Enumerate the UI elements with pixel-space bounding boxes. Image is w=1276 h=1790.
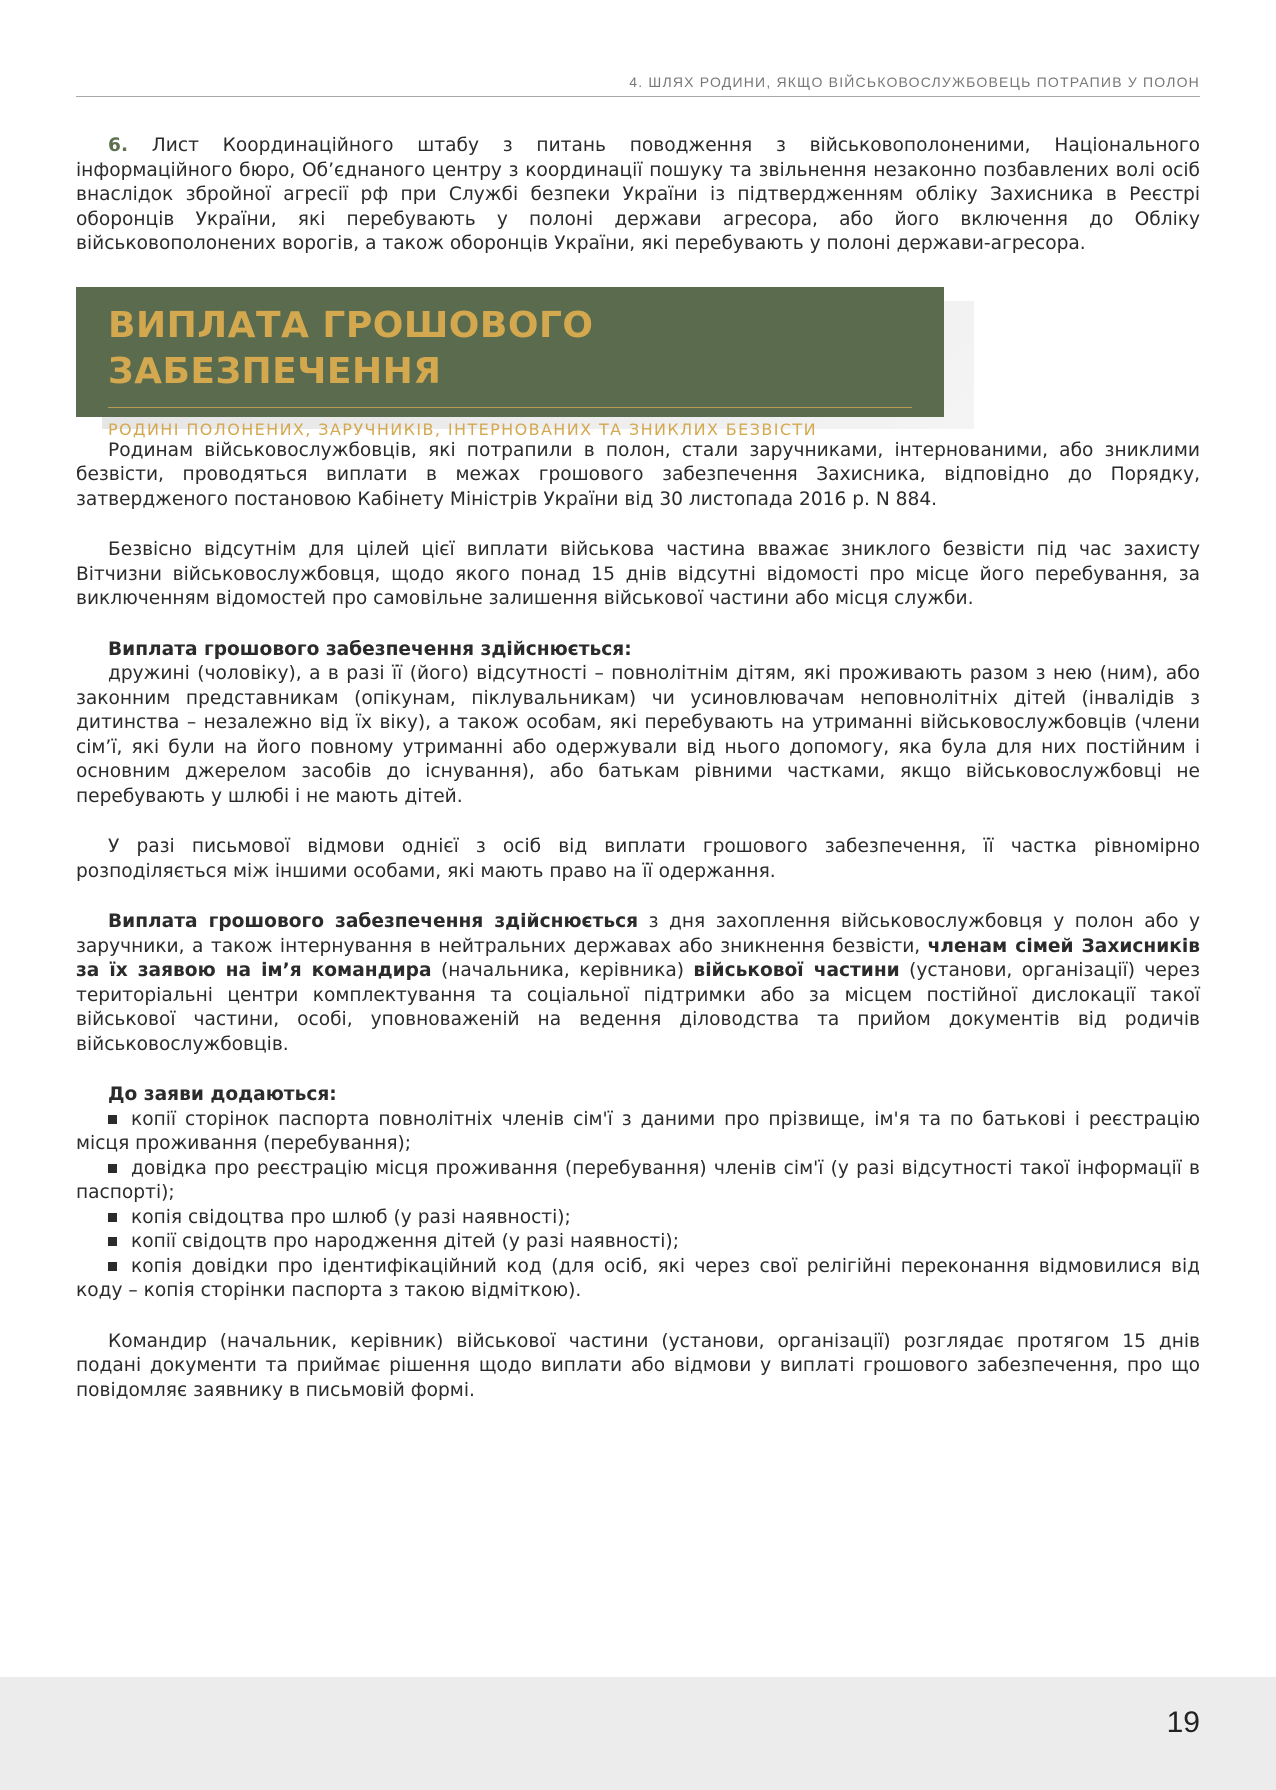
- list-item: копія довідки про ідентифікаційний код (для осіб, які через свої релігійні переконання відмовилися від коду – копія сторінки паспорта з такою відміткою).: [76, 1255, 1200, 1304]
- paragraph-eligibility: Родинам військовослужбовців, які потрапили в полон, стали заручниками, інтернованими, або зниклими безвісти, проводяться виплати в межах грошового забезпечення Захисника, відповідно до Порядку, затвердженого постановою Кабінету Міністрів України від 30 листопада 2016 р. N 884.: [76, 439, 1200, 510]
- intro-item-text: Лист Координаційного штабу з питань поводження з військовополоненими, Національного інформаційного бюро, Об’єднаного центру з координації пошуку та звільнення незаконно позбавлених волі осіб внаслідок збройної агресії рф при Службі безпеки України із підтвердженням обліку Захисника в Реєстрі оборонців України, які перебувають у полоні держави агресора, або його включення до Обліку військовополонених ворогів, а також оборонців України, які перебувають у полоні держави-агресора.: [76, 135, 1200, 254]
- payment-start-text-2: (начальника, керівника): [431, 960, 694, 981]
- paragraph-recipients: дружині (чоловіку), а в разі її (його) відсутності – повнолітнім дітям, які проживають разом з нею (ним), або законним представникам (опікунам, піклувальникам) чи усиновлювачам неповнолітніх дітей (інвалідів з дитинства – незалежно від їх віку), а також особам, які перебувають на утриманні військовослужбовців (члени сім’ї, які були на його повному утриманні або одержували від нього допомогу, яка була для них постійним і основним джерелом засобів до існування), або батькам рівними частками, якщо військовослужбовці не перебувають у шлюбі і не мають дітей.: [76, 663, 1200, 807]
- intro-item-number: 6.: [108, 135, 129, 156]
- payment-start-text-3: (установи, організації) через територіальні центри комплектування та соціальної підтримки або за місцем постійної дислокації такої військової частини, особі, уповноваженій на ведення діловодства та прийом документів від родичів військовослужбовців.: [76, 960, 1200, 1055]
- banner-title: ВИПЛАТА ГРОШОВОГО ЗАБЕЗПЕЧЕННЯ: [108, 304, 594, 392]
- footer-band: [0, 1677, 1276, 1790]
- banner-subtitle: РОДИНІ ПОЛОНЕНИХ, ЗАРУЧНИКІВ, ІНТЕРНОВАНИХ ТА ЗНИКЛИХ БЕЗВІСТИ: [108, 419, 817, 439]
- banner-divider: [108, 407, 912, 408]
- header-divider: [76, 96, 1200, 97]
- payment-start-bold-3: військової частини: [693, 960, 900, 981]
- payment-start-text-1: з дня захоплення військовослужбовця у полон або у заручники, а також інтернування в нейтральних державах або зникнення безвісти,: [76, 911, 1200, 957]
- paragraph-refusal: У разі письмової відмови однієї з осіб від виплати грошового забезпечення, її частка рівномірно розподіляється між іншими особами, які мають право на її одержання.: [76, 836, 1200, 882]
- section-banner: [76, 287, 1200, 439]
- list-item: копії свідоцтв про народження дітей (у разі наявності);: [76, 1230, 1200, 1255]
- attachments-list: [76, 1108, 1200, 1304]
- recipients-heading: Виплата грошового забезпечення здійснюється:: [108, 638, 632, 660]
- paragraph-missing-definition: Безвісно відсутнім для цілей цієї виплати військова частина вважає зниклого безвісти під час захисту Вітчизни військовослужбовця, щодо якого понад 15 днів відсутні відомості про місце його перебування, за виключенням відомостей про самовільне залишення військової частини або місця служби.: [76, 539, 1200, 609]
- attachments-heading: До заяви додаються:: [108, 1084, 337, 1105]
- paragraph-payment-start: [76, 910, 1200, 1057]
- intro-item: [76, 134, 1200, 257]
- running-header: 4. ШЛЯХ РОДИНИ, ЯКЩО ВІЙСЬКОВОСЛУЖБОВЕЦЬ ПОТРАПИВ У ПОЛОН: [629, 74, 1200, 90]
- page-content: [76, 134, 1200, 1403]
- list-item: копії сторінок паспорта повнолітніх членів сім'ї з даними про прізвище, ім'я та по батькові і реєстрацію місця проживання (перебування);: [76, 1108, 1200, 1157]
- banner-box: [76, 287, 944, 439]
- page-number: 19: [1166, 1706, 1200, 1739]
- list-item: довідка про реєстрацію місця проживання (перебування) членів сім'ї (у разі відсутності такої інформації в паспорті);: [76, 1157, 1200, 1206]
- payment-start-bold-2: членам сімей Захисників за їх заявою на ім’я командира: [76, 935, 1200, 981]
- paragraph-decision: Командир (начальник, керівник) військової частини (установи, організації) розглядає протягом 15 днів подані документи та приймає рішення щодо виплати або відмови у виплаті грошового забезпечення, про що повідомляє заявнику в письмовій формі.: [76, 1330, 1200, 1401]
- payment-start-bold-1: Виплата грошового забезпечення здійснюється: [108, 911, 639, 932]
- list-item: копія свідоцтва про шлюб (у разі наявності);: [76, 1206, 1200, 1231]
